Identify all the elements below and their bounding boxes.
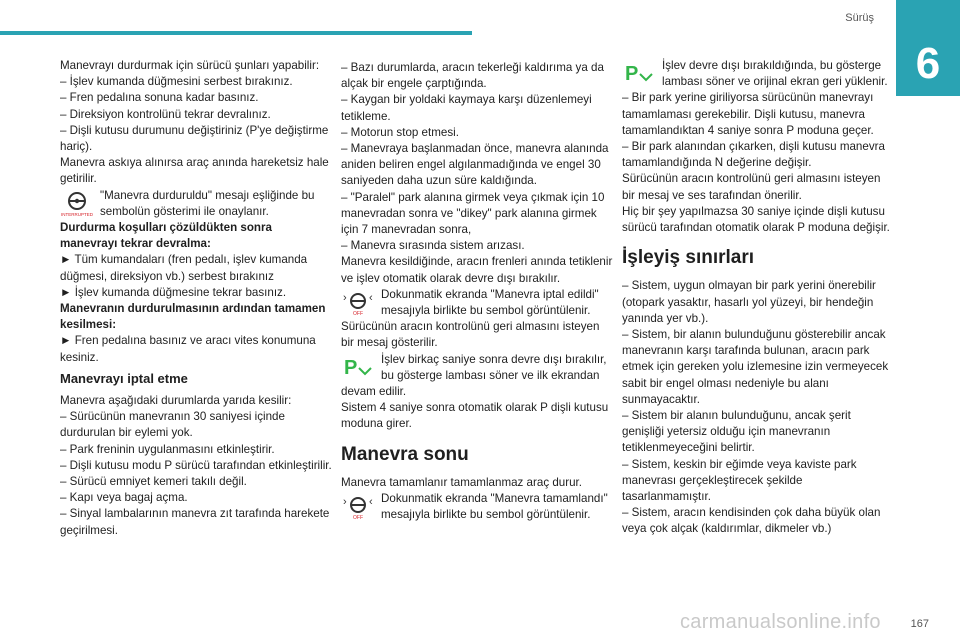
column-2 bbox=[341, 60, 613, 523]
interrupt-text: Manevra kesildiğinde, aracın frenleri anında tetiklenir ve işlev otomatik olarak devre dışı bırakılır. bbox=[341, 255, 613, 285]
driver-text: Sürücünün aracın kontrolünü geri almasını isteyen bir mesaj gösterilir. bbox=[341, 320, 600, 350]
column-3 bbox=[622, 58, 894, 538]
stop-item: – İşlev kumanda düğmesini serbest bırakınız. bbox=[60, 75, 293, 89]
steering-wheel-interrupted-icon bbox=[60, 190, 94, 218]
cancel-item: – Sürücünün manevranın 30 saniyesi içinde durdurulan bir eylemi yok. bbox=[60, 410, 285, 440]
svg-text:P: P bbox=[625, 63, 639, 85]
gear-item: – Bir park yerine giriliyorsa sürücünün manevrayı tamamlaması gerekebilir. Dişli kutusu, manevra tamamlandıktan 4 saniye sonra P moduna geçer. bbox=[622, 91, 874, 137]
resume-title: Durdurma koşulları çözüldükten sonra manevrayı tekrar devralma: bbox=[60, 221, 272, 251]
chapter-number: 6 bbox=[896, 0, 960, 96]
cancel-item: – Park freninin uygulanmasını etkinleştirir. bbox=[60, 442, 275, 456]
cancel-item: – Bazı durumlarda, aracın tekerleği kaldırıma ya da alçak bir engele çarptığında. bbox=[341, 61, 604, 91]
cancel-item: – Sinyal lambalarının manevra zıt tarafında harekete geçirilmesi. bbox=[60, 507, 330, 537]
nothing-text: Hiç bir şey yapılmazsa 30 saniye içinde dişli kutusu sürücü tarafından otomatik olarak P moduna değişir. bbox=[622, 204, 890, 235]
limit-item: – Sistem, keskin bir eğimde veya kaviste park manevrası gerçekleştirecek şekilde tasarlanmamıştır. bbox=[622, 457, 857, 504]
cancel-item: – Kaygan bir yoldaki kaymaya karşı düzenlemeyi tetikleme. bbox=[341, 93, 592, 123]
park-assist-p-icon bbox=[622, 60, 656, 88]
svg-text:P: P bbox=[344, 356, 358, 379]
limits-heading: İşleyiş sınırları bbox=[622, 247, 755, 269]
resume-item: ► İşlev kumanda düğmesine tekrar basınız. bbox=[60, 285, 287, 299]
cancelled-message: Dokunmatik ekranda "Manevra iptal edildi" mesajıyla birlikte bu sembol görüntülenir. bbox=[381, 287, 599, 318]
cancelled-notice bbox=[341, 287, 613, 319]
after-item: ► Fren pedalına basınız ve aracı vites konumuna kesiniz. bbox=[60, 334, 316, 364]
cancel-item: – "Paralel" park alanına girmek veya çıkmak için 10 manevradan sonra ve "dikey" park alanına girmek için 7 manevradan sonra, bbox=[341, 190, 605, 237]
interrupted-notice bbox=[60, 188, 332, 220]
gear-item: – Bir park alanından çıkarken, dişli kutusu manevra tamamlandığında N değerine değişir. bbox=[622, 140, 885, 170]
sistem-text: Sistem 4 saniye sonra otomatik olarak P dişli kutusu moduna girer. bbox=[341, 401, 609, 431]
svg-text:‹: ‹ bbox=[369, 291, 373, 304]
completed-message: Dokunmatik ekranda "Manevra tamamlandı" mesajıyla birlikte bu sembol görüntülenir. bbox=[381, 492, 608, 522]
cancel-item: – Sürücü emniyet kemeri takılı değil. bbox=[60, 475, 247, 489]
cancel-item: – Manevraya başlanmadan önce, manevra alanında aniden beliren engel algılanmadığında ve engel 30 saniyeden daha uzun süre kaldığında. bbox=[341, 142, 609, 188]
cancel-heading: Manevrayı iptal etme bbox=[60, 370, 188, 386]
end-text: Manevra tamamlanır tamamlanmaz araç durur. bbox=[341, 475, 582, 489]
park-assist-p-icon bbox=[341, 354, 375, 382]
resume-item: ► Tüm kumandaları (fren pedalı, işlev kumanda düğmesi, direksiyon vb.) serbest bırakınız bbox=[60, 253, 308, 283]
svg-text:›: › bbox=[343, 496, 347, 509]
off-label: OFF bbox=[353, 515, 363, 522]
svg-text:‹: ‹ bbox=[369, 496, 373, 509]
p-indicator-notice bbox=[341, 352, 613, 401]
after-title: Manevranın durdurulmasının ardından tamamen kesilmesi: bbox=[60, 302, 326, 332]
header-accent-bar bbox=[0, 31, 472, 35]
p-indicator-message: İşlev devre dışı bırakıldığında, bu gösterge lambası söner ve orijinal ekran geri yüklenir. bbox=[662, 59, 888, 89]
p-indicator-notice bbox=[622, 58, 894, 90]
steering-wheel-off-icon bbox=[341, 289, 375, 317]
interrupted-label: INTERRUPTED bbox=[60, 211, 94, 217]
svg-text:›: › bbox=[343, 291, 347, 304]
section-label: Sürüş bbox=[845, 12, 874, 24]
stop-item: – Dişli kutusu durumunu değiştiriniz (P'ye değiştirme hariç). bbox=[60, 123, 329, 154]
column-1 bbox=[60, 58, 332, 539]
cancel-item: – Dişli kutusu modu P sürücü tarafından etkinleştirilir. bbox=[60, 458, 332, 472]
limit-item: – Sistem, aracın kendisinden çok daha büyük olan veya çok alçak (kaldırımlar, dikmeler vb.) bbox=[622, 506, 881, 536]
limit-item: – Sistem bir alanın bulunduğunu, ancak şerit genişliği yetersiz olduğu için manevranın tetiklenmeyeceğini belirtir. bbox=[622, 409, 851, 455]
interrupted-message: "Manevra durduruldu" mesajı eşliğinde bu sembolün gösterimi ile onaylanır. bbox=[100, 188, 315, 218]
takeover-text: Sürücünün aracın kontrolünü geri almasını isteyen bir mesaj ve ses tarafından önerilir. bbox=[622, 172, 881, 202]
steering-wheel-off-icon bbox=[341, 493, 375, 521]
stop-item: – Direksiyon kontrolünü tekrar devralınız. bbox=[60, 107, 271, 121]
p-indicator-message: İşlev birkaç saniye sonra devre dışı bırakılır, bu gösterge lambası söner ve ilk ekrandan devam edilir. bbox=[341, 352, 607, 399]
watermark: carmanualsonline.info bbox=[680, 611, 881, 633]
cancel-item: – Motorun stop etmesi. bbox=[341, 125, 459, 139]
cancel-item: – Manevra sırasında sistem arızası. bbox=[341, 239, 525, 253]
end-heading: Manevra sonu bbox=[341, 443, 469, 465]
page-number: 167 bbox=[910, 618, 929, 630]
stop-text: Manevra askıya alınırsa araç anında hareketsiz hale getirilir. bbox=[60, 156, 329, 186]
cancel-item: – Kapı veya bagaj açma. bbox=[60, 491, 188, 505]
stop-intro: Manevrayı durdurmak için sürücü şunları yapabilir: bbox=[60, 59, 320, 72]
off-label: OFF bbox=[353, 310, 363, 317]
limit-item: – Sistem, bir alanın bulunduğunu gösterebilir ancak manevranın karşı tarafında bulunan, aracın park etmek için gereken yolu izlemesine izin vermeyecek sabit bir engel olması nedeniyle bu alanı sunmayacaktır. bbox=[622, 328, 889, 406]
stop-item: – Fren pedalına sonuna kadar basınız. bbox=[60, 91, 259, 105]
completed-notice bbox=[341, 491, 613, 523]
limit-item: – Sistem, uygun olmayan bir park yerini önerebilir (otopark yasaktır, hasarlı yol yüzeyi, bir hendeğin yanında yer vb.). bbox=[622, 279, 876, 325]
cancel-intro: Manevra aşağıdaki durumlarda yarıda kesilir: bbox=[60, 394, 292, 408]
